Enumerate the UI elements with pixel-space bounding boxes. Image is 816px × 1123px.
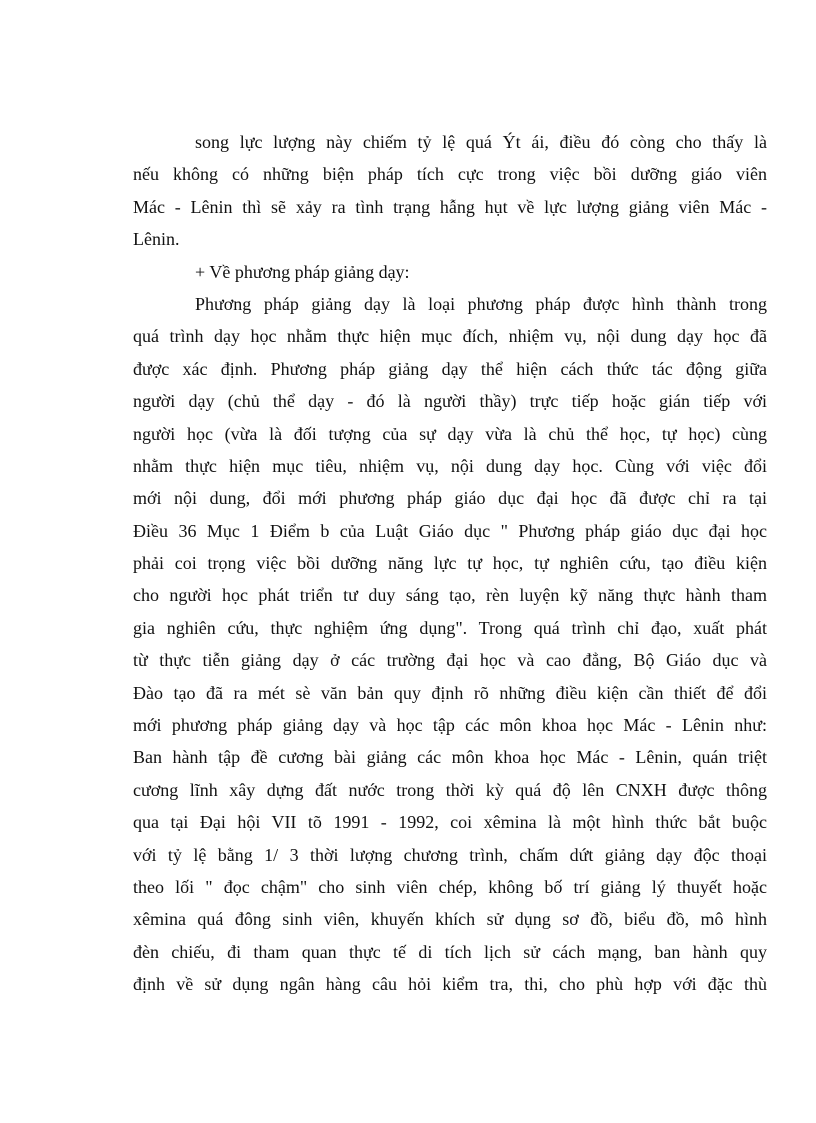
text-line: được xác định. Phương pháp giảng dạy thể hiện cách thức tác động giữa	[133, 358, 767, 379]
text-line: với tỷ lệ bằng 1/ 3 thời lượng chương trình, chấm dứt giảng dạy độc thoại	[133, 844, 767, 865]
text-line: song lực lượng này chiếm tỷ lệ quá Ýt ái, điều đó còng cho thấy là	[195, 132, 767, 152]
text-line: qua tại Đại hội VII tõ 1991 - 1992, coi xêmina là một hình thức bắt buộc	[133, 812, 767, 833]
text-line: phải coi trọng việc bồi dưỡng năng lực tự học, tự nghiên cứu, tạo điều kiện	[133, 553, 767, 574]
text-line: cho người học phát triển tư duy sáng tạo, rèn luyện kỹ năng thực hành tham	[133, 585, 767, 606]
text-line: gia nghiên cứu, thực nghiệm ứng dụng". Trong quá trình chỉ đạo, xuất phát	[133, 617, 767, 638]
text-line: Ban hành tập đề cương bài giảng các môn khoa học Mác - Lênin, quán triệt	[133, 747, 767, 768]
text-line: Đào tạo đã ra mét sè văn bản quy định rõ những điều kiện cần thiết để đổi	[133, 682, 767, 703]
text-line: đèn chiếu, đi tham quan thực tế di tích lịch sử cách mạng, ban hành quy	[133, 941, 767, 962]
text-line: định về sử dụng ngân hàng câu hỏi kiểm tra, thi, cho phù hợp với đặc thù	[133, 974, 767, 995]
text-line: Mác - Lênin thì sẽ xảy ra tình trạng hẫng hụt về lực lượng giảng viên Mác -	[133, 196, 767, 217]
text-line: xêmina quá đông sinh viên, khuyến khích sử dụng sơ đồ, biểu đồ, mô hình	[133, 909, 767, 930]
text-line: mới nội dung, đổi mới phương pháp giáo dục đại học đã được chỉ ra tại	[133, 488, 767, 509]
text-line: từ thực tiễn giảng dạy ở các trường đại học và cao đẳng, Bộ Giáo dục và	[133, 650, 767, 671]
text-line: Điều 36 Mục 1 Điểm b của Luật Giáo dục " Phương pháp giáo dục đại học	[133, 520, 767, 541]
text-line: người học (vừa là đối tượng của sự dạy vừa là chủ thể học, tự học) cùng	[133, 423, 767, 444]
text-line: nếu không có những biện pháp tích cực trong việc bồi dưỡng giáo viên	[133, 164, 767, 185]
text-line: cương lĩnh xây dựng đất nước trong thời kỳ quá độ lên CNXH được thông	[133, 779, 767, 800]
text-line: người dạy (chủ thể dạy - đó là người thầy) trực tiếp hoặc gián tiếp với	[133, 391, 767, 412]
body-text	[133, 126, 767, 1001]
text-line: nhằm thực hiện mục tiêu, nhiệm vụ, nội dung dạy học. Cùng với việc đổi	[133, 455, 767, 476]
text-line: theo lối " đọc chậm" cho sinh viên chép, không bố trí giảng lý thuyết hoặc	[133, 876, 767, 897]
text-line: Lênin.	[133, 229, 180, 250]
text-line: quá trình dạy học nhằm thực hiện mục đích, nhiệm vụ, nội dung dạy học đã	[133, 326, 767, 347]
section-heading: + Về phương pháp giảng dạy:	[195, 261, 410, 282]
text-line: mới phương pháp giảng dạy và học tập các môn khoa học Mác - Lênin như:	[133, 715, 767, 736]
text-line: Phương pháp giảng dạy là loại phương pháp được hình thành trong	[195, 293, 767, 314]
